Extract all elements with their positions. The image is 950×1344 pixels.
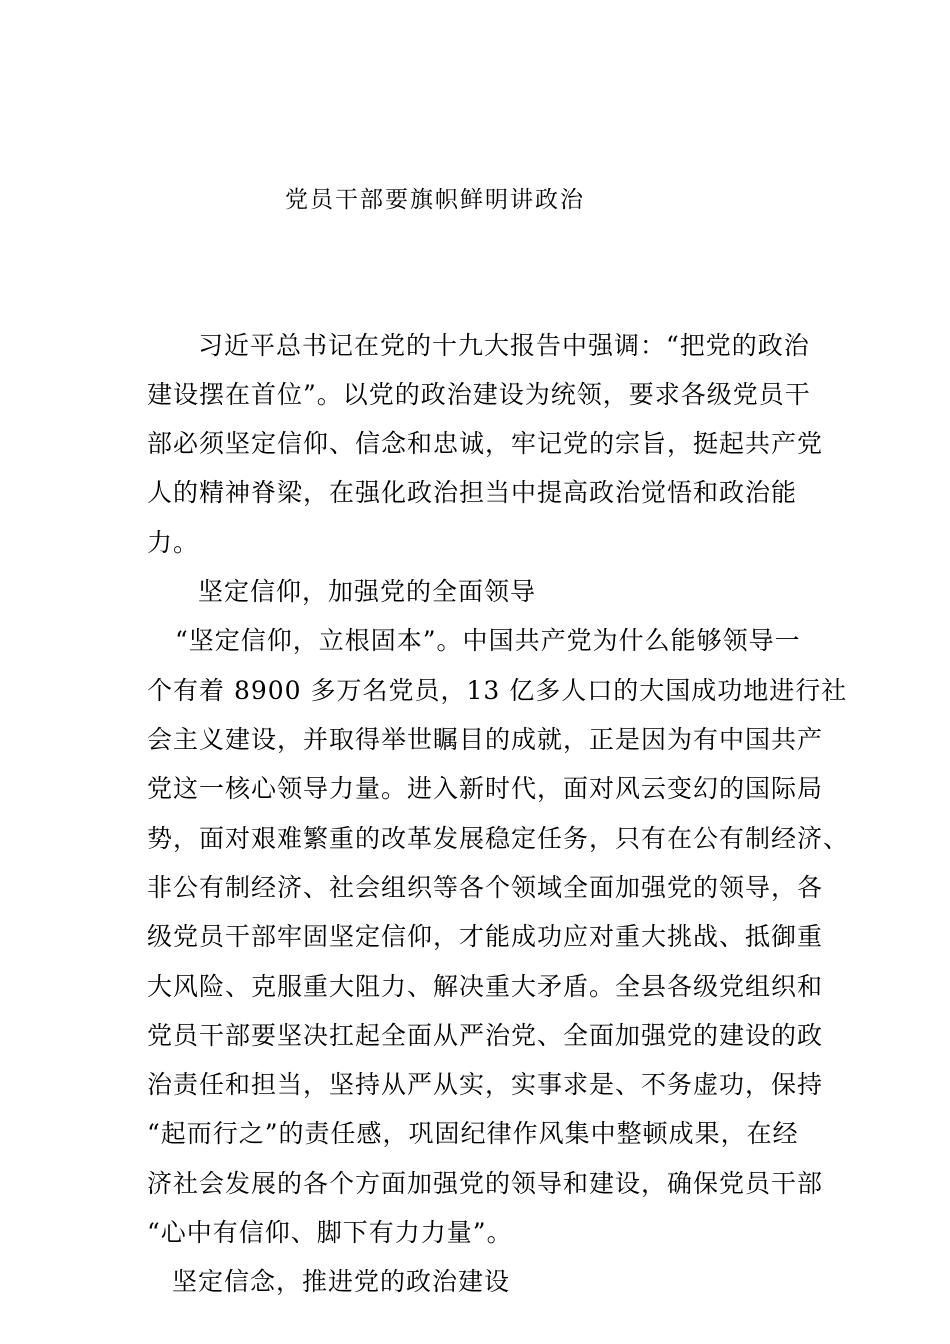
body-line: “坚定信仰，立根固本”。中国共产党为什么能够领导一 [175, 626, 801, 655]
body-line: 级党员干部牢固坚定信仰，才能成功应对重大挑战、抵御重 [147, 922, 824, 951]
body-line: 建设摆在首位”。以党的政治建设为统领，要求各级党员干 [147, 380, 811, 409]
body-line: 势，面对艰难繁重的改革发展稳定任务，只有在公有制经济、 [147, 824, 850, 853]
document-title: 党员干部要旗帜鲜明讲政治 [285, 187, 585, 213]
body-line: 济社会发展的各个方面加强党的领导和建设，确保党员干部 [147, 1169, 824, 1198]
body-line: 治责任和担当，坚持从严从实，实事求是、不务虚功，保持 [147, 1070, 824, 1099]
section-heading: 坚定信念，推进党的政治建设 [172, 1267, 511, 1296]
body-line: 习近平总书记在党的十九大报告中强调：“把党的政治 [198, 331, 810, 360]
body-line: 党员干部要坚决扛起全面从严治党、全面加强党的建设的政 [147, 1021, 824, 1050]
body-line: 会主义建设，并取得举世瞩目的成就，正是因为有中国共产 [147, 725, 824, 754]
body-line: 大风险、克服重大阻力、解决重大矛盾。全县各级党组织和 [147, 972, 824, 1001]
body-line: 部必须坚定信仰、信念和忠诚，牢记党的宗旨，挺起共产党 [147, 429, 824, 458]
body-line: “心中有信仰、脚下有力力量”。 [147, 1218, 513, 1247]
body-line: 力。 [147, 528, 200, 557]
body-line: 党这一核心领导力量。进入新时代，面对风云变幻的国际局 [147, 774, 824, 803]
body-line: 非公有制经济、社会组织等各个领域全面加强党的领导，各 [147, 873, 824, 902]
body-line: 人的精神脊梁，在强化政治担当中提高政治觉悟和政治能 [147, 478, 798, 507]
body-line: “起而行之”的责任感，巩固纪律作风集中整顿成果，在经 [147, 1119, 799, 1148]
section-heading: 坚定信仰，加强党的全面领导 [198, 577, 537, 606]
body-line: 个有着 8900 多万名党员，13 亿多人口的大国成功地进行社 [147, 676, 848, 705]
